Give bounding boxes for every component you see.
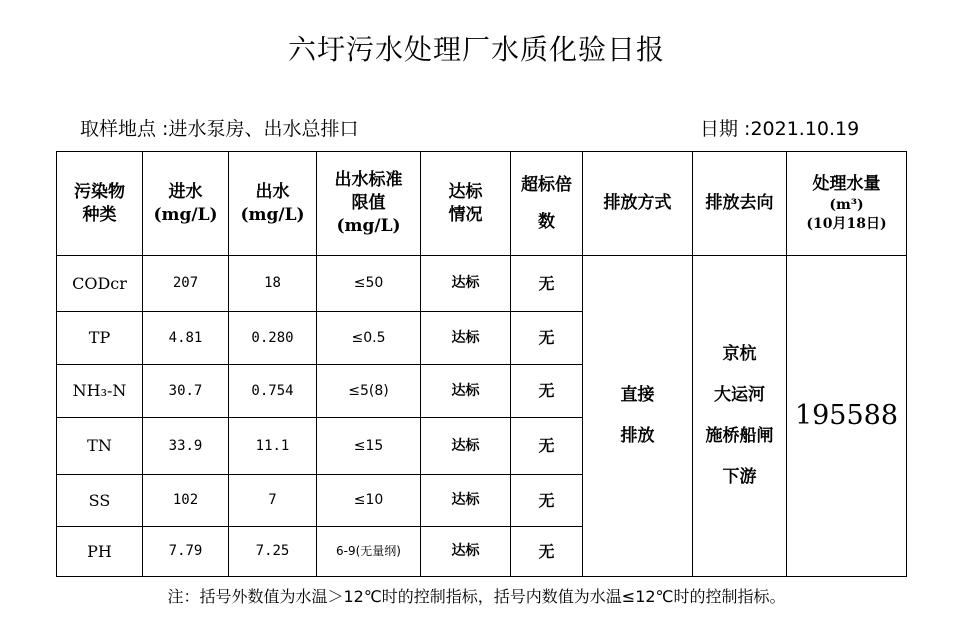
header-inflow: 进水 (mg/L) [143, 152, 229, 256]
header-discharge-dest: 排放去向 [693, 152, 787, 256]
pollutant-name: NH₃-N [57, 365, 143, 418]
header-row [57, 152, 907, 256]
table-row [57, 256, 907, 312]
inflow-value: 7.79 [143, 527, 229, 577]
header-standard: 出水标准 限值 (mg/L) [317, 152, 421, 256]
footnote: 注：括号外数值为水温＞12℃时的控制指标，括号内数值为水温≤12℃时的控制指标。 [167, 587, 786, 606]
compliance-status: 达标 [421, 475, 511, 527]
standard-limit: ≤5(8) [317, 365, 421, 418]
inflow-value: 33.9 [143, 418, 229, 475]
pollutant-name: PH [57, 527, 143, 577]
treated-volume: 195588 [787, 256, 907, 577]
pollutant-name: SS [57, 475, 143, 527]
water-quality-table [56, 151, 907, 577]
discharge-method: 直接 排放 [583, 256, 693, 577]
header-compliance: 达标 情况 [421, 152, 511, 256]
compliance-status: 达标 [421, 365, 511, 418]
standard-limit: 6-9(无量纲) [317, 527, 421, 577]
exceed-multiple: 无 [511, 312, 583, 365]
standard-limit: ≤15 [317, 418, 421, 475]
compliance-status: 达标 [421, 527, 511, 577]
outflow-value: 0.280 [229, 312, 317, 365]
report-date: 日期 :2021.10.19 [700, 118, 860, 140]
pollutant-name: CODcr [57, 256, 143, 312]
header-pollutant: 污染物 种类 [57, 152, 143, 256]
discharge-destination: 京杭 大运河 施桥船闸 下游 [693, 256, 787, 577]
standard-limit: ≤0.5 [317, 312, 421, 365]
inflow-value: 207 [143, 256, 229, 312]
header-outflow: 出水 (mg/L) [229, 152, 317, 256]
compliance-status: 达标 [421, 256, 511, 312]
inflow-value: 30.7 [143, 365, 229, 418]
standard-limit: ≤50 [317, 256, 421, 312]
exceed-multiple: 无 [511, 256, 583, 312]
header-discharge-method: 排放方式 [583, 152, 693, 256]
exceed-multiple: 无 [511, 527, 583, 577]
inflow-value: 102 [143, 475, 229, 527]
compliance-status: 达标 [421, 418, 511, 475]
exceed-multiple: 无 [511, 418, 583, 475]
outflow-value: 11.1 [229, 418, 317, 475]
header-volume: 处理水量 (m³) (10月18日) [787, 152, 907, 256]
outflow-value: 7.25 [229, 527, 317, 577]
outflow-value: 0.754 [229, 365, 317, 418]
outflow-value: 18 [229, 256, 317, 312]
pollutant-name: TP [57, 312, 143, 365]
inflow-value: 4.81 [143, 312, 229, 365]
compliance-status: 达标 [421, 312, 511, 365]
page-title: 六圩污水处理厂水质化验日报 [287, 33, 665, 66]
sampling-location: 取样地点 :进水泵房、出水总排口 [80, 118, 359, 140]
standard-limit: ≤10 [317, 475, 421, 527]
header-exceed: 超标倍 数 [511, 152, 583, 256]
exceed-multiple: 无 [511, 365, 583, 418]
outflow-value: 7 [229, 475, 317, 527]
exceed-multiple: 无 [511, 475, 583, 527]
pollutant-name: TN [57, 418, 143, 475]
